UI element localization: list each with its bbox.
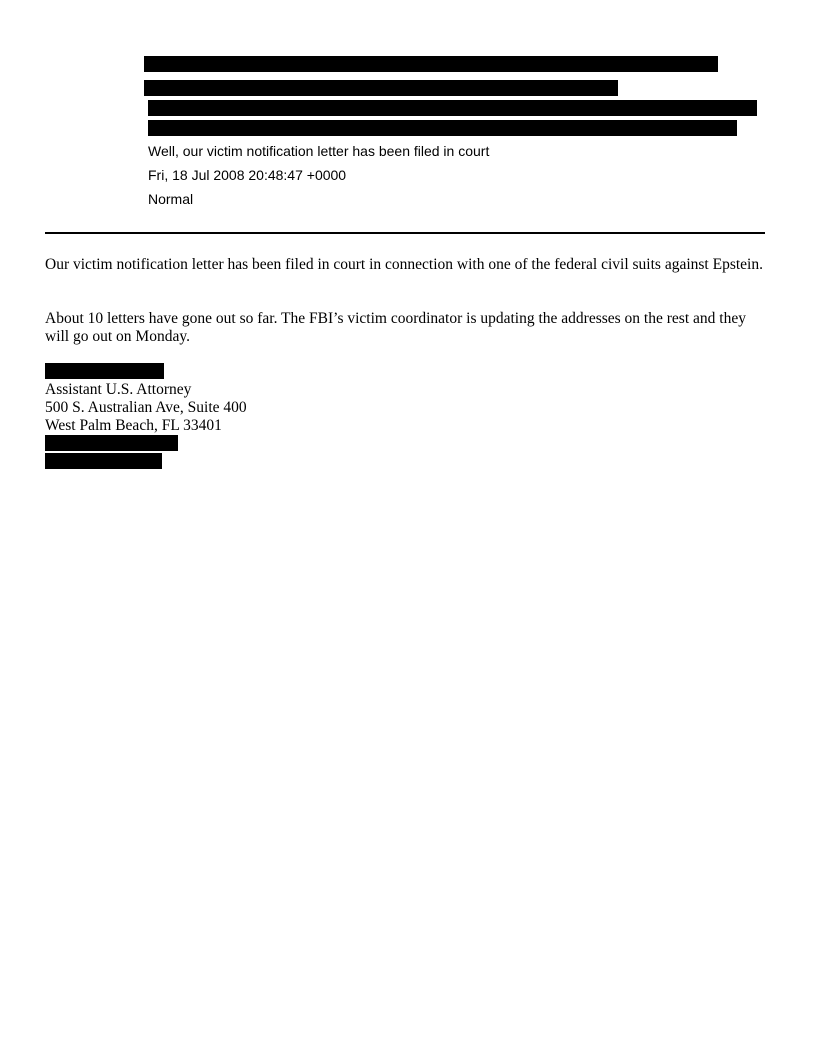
date-value: Fri, 18 Jul 2008 20:48:47 +0000	[148, 167, 347, 183]
to-redaction-2	[148, 100, 757, 116]
to-redaction-3	[148, 120, 737, 136]
body-paragraph-1: Our victim notification letter has been filed in court in connection with one of the federal civil suits against Epstein.	[45, 256, 763, 273]
signature-phone-redaction	[45, 435, 178, 451]
signature-contact-redaction	[45, 453, 162, 469]
subject-value: Well, our victim notification letter has been filed in court	[148, 143, 490, 159]
signature-name-redaction	[45, 363, 164, 379]
signature-address-line-1: 500 S. Australian Ave, Suite 400	[45, 399, 247, 416]
header-divider	[45, 232, 765, 234]
body-paragraph-2: About 10 letters have gone out so far. The FBI’s victim coordinator is updating the addresses on the rest and they will go out on Monday.	[45, 310, 746, 345]
to-redaction-1	[144, 80, 618, 96]
importance-value: Normal	[148, 191, 194, 207]
signature-title: Assistant U.S. Attorney	[45, 381, 192, 398]
signature-address-line-2: West Palm Beach, FL 33401	[45, 417, 222, 434]
from-redaction	[144, 56, 718, 72]
